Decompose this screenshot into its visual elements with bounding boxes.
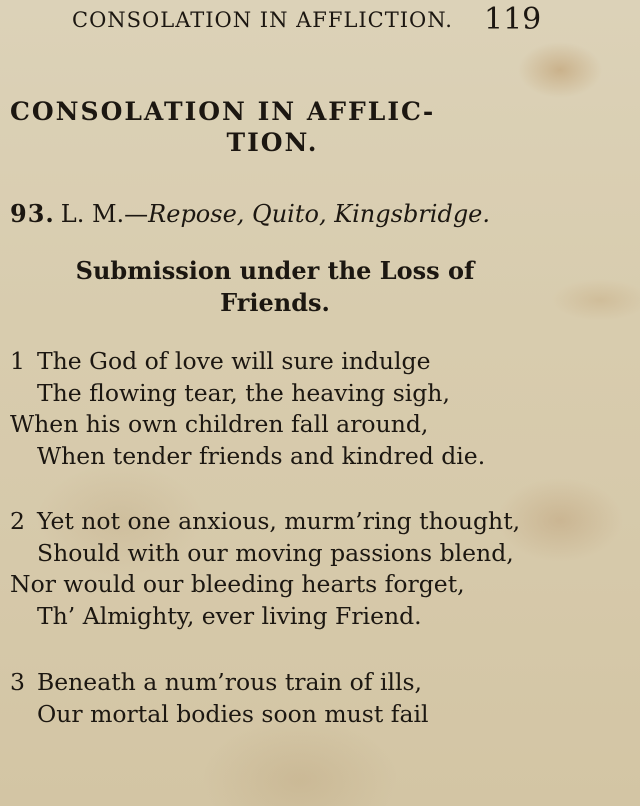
stanza-1: [10, 346, 485, 472]
hymn-subject-line-1: Submission under the Loss of: [75, 256, 475, 285]
stanza-line: [10, 346, 485, 378]
hymn-subject-line-2: Friends.: [220, 288, 330, 317]
stanza-number: 3: [10, 668, 25, 696]
hymn-tunes: Repose, Quito, Kingsbridge.: [148, 200, 491, 228]
stanza-line: Should with our moving passions blend,: [37, 538, 514, 567]
stanza-line: [10, 506, 520, 538]
section-title-line-1: CONSOLATION IN AFFLIC-: [10, 97, 436, 126]
hymn-subject: [10, 255, 540, 319]
page-number: 119: [484, 2, 542, 37]
stanza-3: [10, 667, 429, 730]
running-head: CONSOLATION IN AFFLICTION.: [72, 8, 453, 32]
stanza-line: [10, 667, 429, 699]
stanza-line: Th’ Almighty, ever living Friend.: [37, 601, 422, 630]
hymn-meter: L. M.—: [60, 200, 149, 228]
section-title-line-2: TION.: [226, 128, 319, 157]
hymn-heading: [10, 199, 490, 228]
hymn-number: 93.: [10, 199, 55, 228]
stanza-2: [10, 506, 520, 632]
stanza-number: 2: [10, 507, 25, 535]
stanza-line-text: Beneath a num’rous train of ills,: [37, 668, 423, 696]
stanza-line: Nor would our bleeding hearts forget,: [10, 570, 465, 598]
stanza-line: When tender friends and kindred die.: [37, 441, 486, 470]
stanza-line-text: The God of love will sure indulge: [37, 347, 431, 375]
stanza-line: Our mortal bodies soon must fail: [37, 699, 429, 728]
section-title: [10, 96, 535, 158]
stanza-number: 1: [10, 347, 25, 375]
stanza-line: When his own children fall around,: [10, 410, 429, 438]
stanza-line-text: Yet not one anxious, murm’ring thought,: [37, 507, 521, 535]
stanza-line: The flowing tear, the heaving sigh,: [37, 378, 450, 407]
